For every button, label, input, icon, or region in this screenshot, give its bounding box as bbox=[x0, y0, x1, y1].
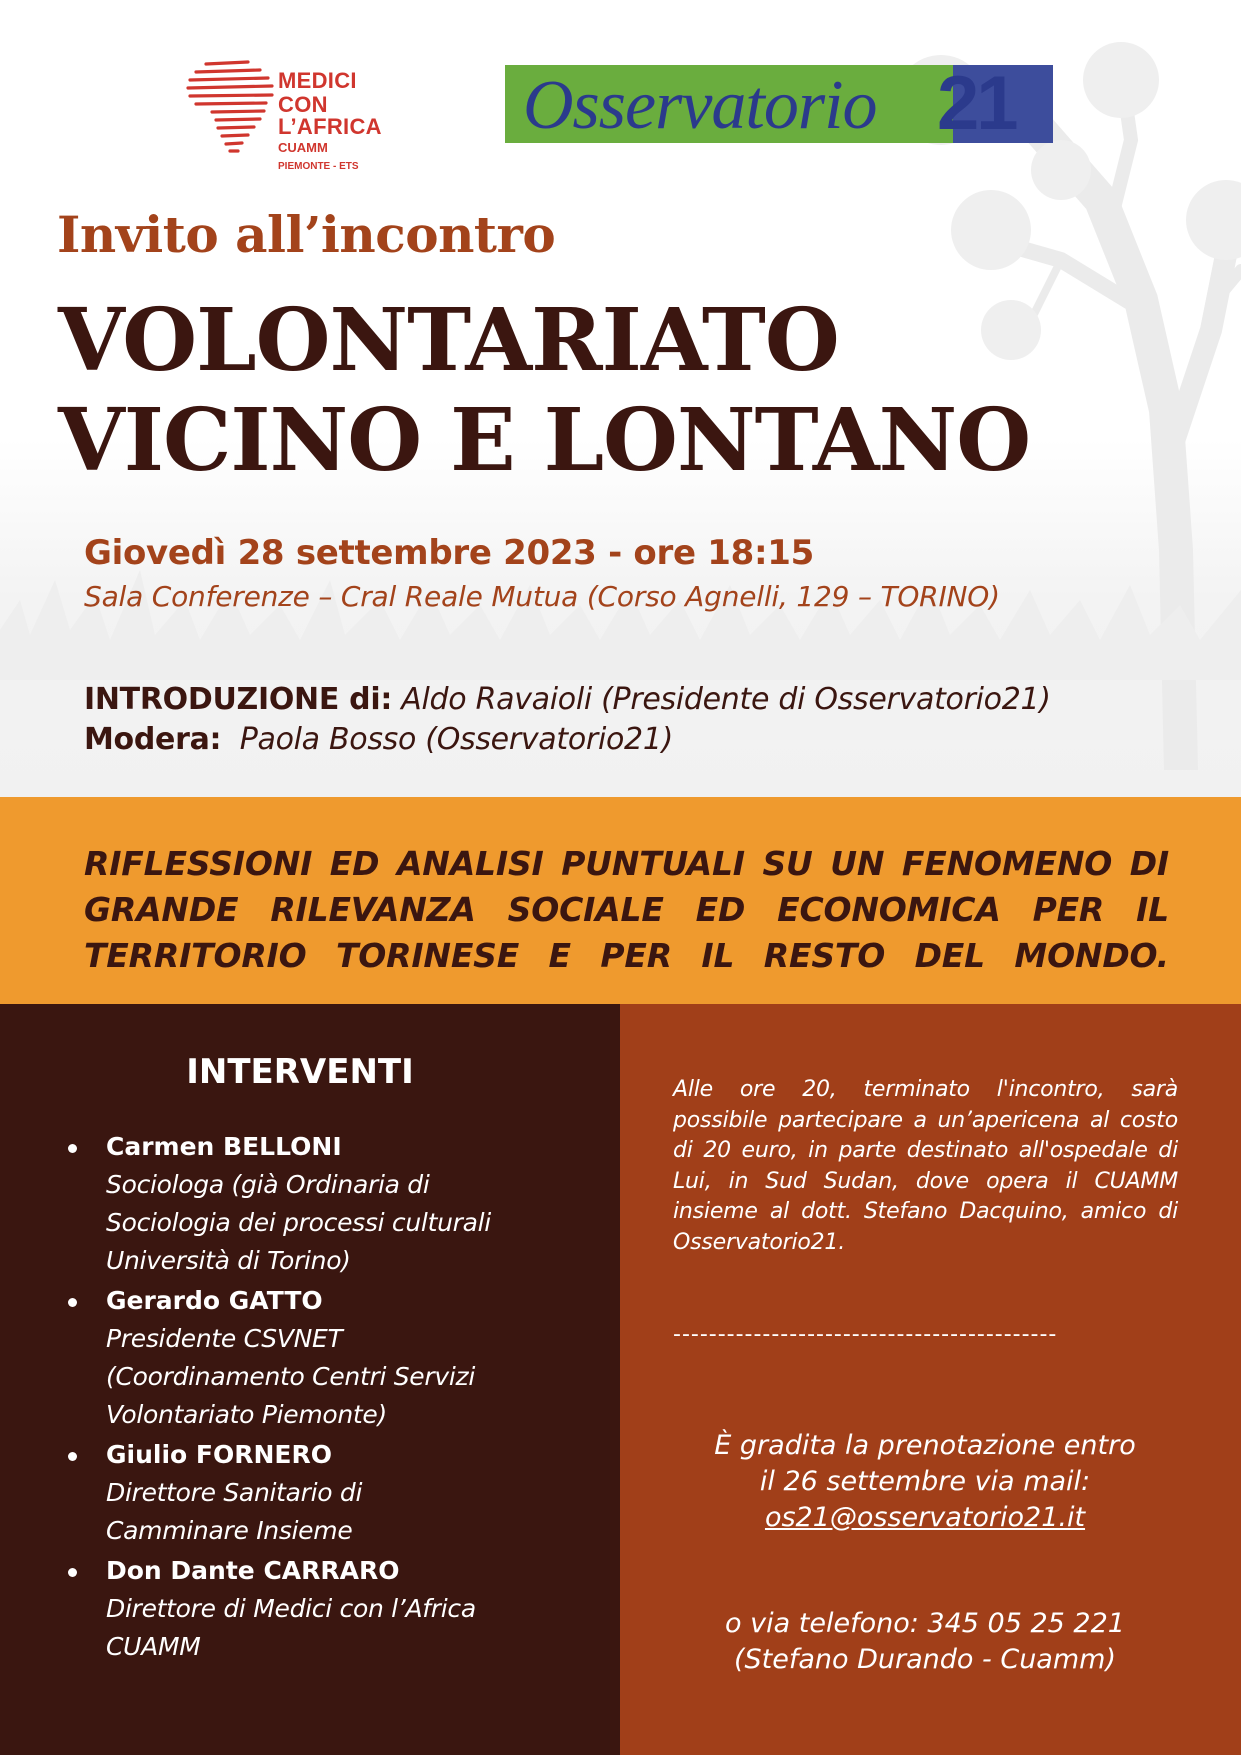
phone-line1: o via telefono: 345 05 25 221 bbox=[725, 1608, 1125, 1639]
cuamm-logo-line4: PIEMONTE - ETS bbox=[278, 161, 359, 172]
event-venue: Sala Conferenze – Cral Reale Mutua (Corso Agnelli, 129 – TORINO) bbox=[84, 580, 1000, 613]
speaker-name: Giulio FORNERO bbox=[106, 1440, 332, 1469]
speaker-item bbox=[68, 1282, 588, 1434]
booking-line2: il 26 settembre via mail: bbox=[759, 1466, 1091, 1497]
cuamm-logo-line1: MEDICI bbox=[278, 68, 357, 93]
introduction-label: INTRODUZIONE di: bbox=[84, 682, 393, 717]
booking-email-link[interactable]: os21@osservatorio21.it bbox=[764, 1502, 1086, 1533]
osservatorio21-logo-number: 21 bbox=[937, 65, 1016, 143]
bullet-icon bbox=[68, 1144, 77, 1153]
event-date: Giovedì 28 settembre 2023 - ore 18:15 bbox=[84, 533, 814, 573]
moderator-line bbox=[84, 722, 673, 756]
moderator-label: Modera: bbox=[84, 722, 222, 756]
osservatorio21-logo-text: Osservatorio bbox=[523, 67, 877, 143]
phone-info bbox=[640, 1606, 1210, 1678]
cuamm-logo bbox=[186, 58, 426, 172]
event-title-line2: VICINO E LONTANO bbox=[58, 390, 1031, 491]
cuamm-logo-line3: CUAMM bbox=[278, 140, 328, 155]
speaker-role: Direttore di Medici con l’Africa CUAMM bbox=[106, 1594, 476, 1661]
speaker-name: Don Dante CARRARO bbox=[106, 1556, 400, 1585]
speaker-name: Gerardo GATTO bbox=[106, 1286, 323, 1315]
speaker-role: Direttore Sanitario di Camminare Insieme bbox=[106, 1478, 363, 1545]
speaker-role: Sociologa (già Ordinaria di Sociologia dei processi culturali Università di Torino) bbox=[106, 1170, 491, 1275]
bullet-icon bbox=[68, 1568, 77, 1577]
introduction-value: Aldo Ravaioli (Presidente di Osservatorio21) bbox=[401, 682, 1051, 717]
speaker-name: Carmen BELLONI bbox=[106, 1132, 342, 1161]
speakers-list bbox=[68, 1128, 588, 1668]
speaker-item bbox=[68, 1552, 588, 1666]
bullet-icon bbox=[68, 1298, 77, 1307]
event-title-line1: VOLONTARIATO bbox=[58, 290, 839, 391]
dashed-separator: ------------------------------------------- bbox=[673, 1322, 1058, 1347]
cuamm-logo-line2: CON L’AFRICA bbox=[278, 92, 382, 139]
speaker-item bbox=[68, 1436, 588, 1550]
apericena-note: Alle ore 20, terminato l'incontro, sarà possibile partecipare a un’apericena al costo di 20 euro, in parte destinato all'ospedale di Lui, in Sud Sudan, dove opera il CUAMM insieme al dott. Stefano Dacquino, amico di Osservatorio21. bbox=[673, 1077, 1178, 1255]
speaker-item bbox=[68, 1128, 588, 1280]
phone-line2: (Stefano Durando - Cuamm) bbox=[733, 1644, 1116, 1675]
africa-icon bbox=[186, 58, 276, 154]
booking-info bbox=[640, 1428, 1210, 1536]
osservatorio21-logo bbox=[505, 65, 1053, 143]
speaker-role: Presidente CSVNET (Coordinamento Centri Servizi Volontariato Piemonte) bbox=[106, 1324, 475, 1429]
booking-line1: È gradita la prenotazione entro bbox=[714, 1430, 1136, 1461]
bullet-icon bbox=[68, 1452, 77, 1461]
grass-watermark bbox=[0, 560, 1241, 680]
highlight-banner-text: RIFLESSIONI ED ANALISI PUNTUALI SU UN FENOMENO DI GRANDE RILEVANZA SOCIALE ED ECONOMICA PER IL TERRITORIO TORINESE E PER IL RESTO DEL MONDO. bbox=[84, 844, 1169, 975]
invitation-heading: Invito all’incontro bbox=[57, 205, 556, 264]
moderator-value: Paola Bosso (Osservatorio21) bbox=[239, 722, 674, 756]
introduction-line bbox=[84, 682, 1051, 717]
speakers-heading: INTERVENTI bbox=[186, 1052, 414, 1092]
